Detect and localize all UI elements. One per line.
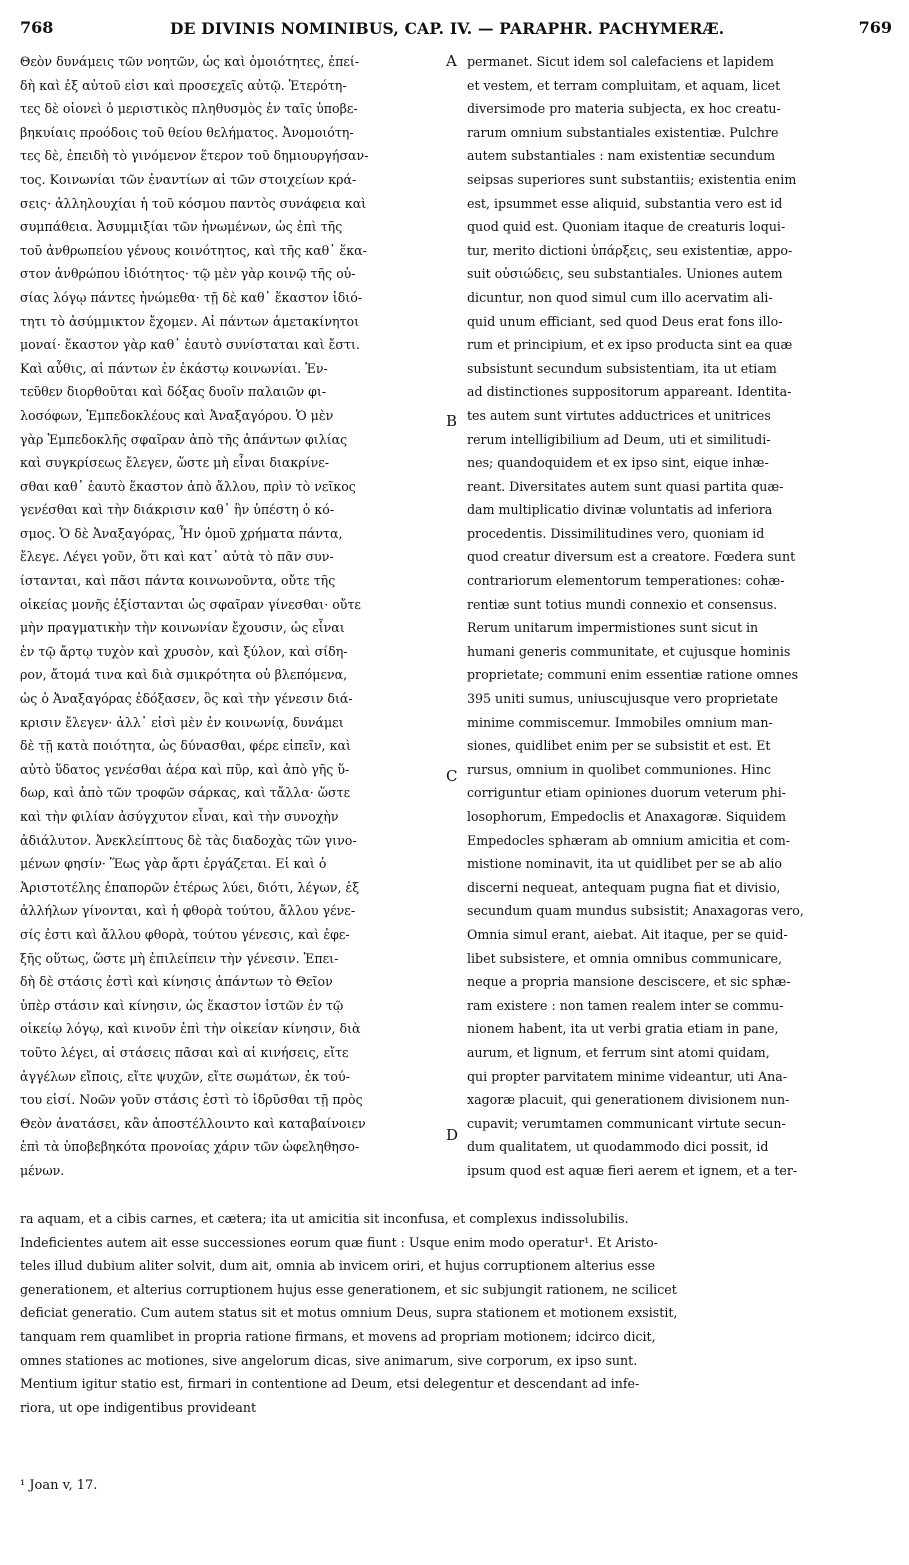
latin-text-line: corriguntur etiam opiniones duorum veterum phi- [467,785,787,801]
greek-text-line: ἀδιάλυτον. Ἀνεκλείπτους δὲ τὰς διαδοχὰς τῶν γινο- [20,832,357,848]
greek-text-line: ξῆς οὕτως, ὥστε μὴ ἐπιλείπειν τὴν γένεσιν. Ἐπει- [20,950,339,966]
wide-text-line: omnes stationes ac motiones, sive angelorum dicas, sive animarum, sive corporum, ex ipso sunt. [20,1352,638,1368]
latin-text-line: cupavit; verumtamen communicant virtute secun- [467,1115,786,1131]
latin-text-line: Omnia simul erant, aiebat. Ait itaque, per se quid- [467,926,788,942]
running-title: DE DIVINIS NOMINIBUS, CAP. IV. — PARAPHR. PACHYMERÆ. [170,19,725,38]
wide-text-line: riora, ut ope indigentibus provideant [20,1399,257,1415]
greek-text-line: συμπάθεια. Ἀσυμμιξίαι τῶν ἡνωμένων, ὡς ἐπὶ τῆς [20,219,343,235]
greek-text-line: ἔλεγε. Λέγει γοῦν, ὅτι καὶ κατ᾽ αὐτὰ τὸ πᾶν συν- [20,549,334,565]
latin-text-line: libet subsistere, et omnia omnibus communicare, [467,950,783,966]
greek-text-line: σεις· ἀλληλουχίαι ἡ τοῦ κόσμου παντὸς συνάφεια καὶ [20,195,367,211]
latin-text-line: rursus, omnium in quolibet communiones. Hinc [467,761,772,777]
greek-text-line: στον ἀνθρώπου ἰδιότητος· τῷ μὲν γὰρ κοινῷ τῆς οὐ- [20,266,356,282]
greek-text-line: σθαι καθ᾽ ἑαυτὸ ἕκαστον ἀπὸ ἄλλου, πρὶν τὸ νεῖκος [20,478,356,494]
latin-text-line: suit οὐσιώδεις, seu substantiales. Uniones autem [467,266,783,282]
wide-text-line: tanquam rem quamlibet in propria ratione firmans, et movens ad propriam motionem; idcirco dicit, [20,1328,656,1344]
footnote: ¹ Joan v, 17. [20,1478,98,1493]
greek-text-line: μοναί· ἕκαστον γὰρ καθ᾽ ἑαυτὸ συνίσταται καὶ ἔστι. [20,337,360,353]
latin-text-line: ipsum quod est aquæ fieri aerem et ignem, et a ter- [467,1162,798,1178]
latin-text-line: Empedocles sphæram ab omnium amicitia et com- [467,832,791,848]
latin-text-line: quod creatur diversum est a creatore. Fœdera sunt [467,549,796,565]
wide-text-line: Mentium igitur statio est, firmari in contentione ad Deum, etsi delegentur et descendant ad infe- [20,1376,640,1392]
greek-text-line: ὡς ὁ Ἀναξαγόρας ἐδόξασεν, ὃς καὶ τὴν γένεσιν διά- [20,691,353,707]
greek-text-line: ὑπὲρ στάσιν καὶ κίνησιν, ὡς ἕκαστον ἱστῶν ἐν τῷ [20,997,344,1013]
latin-text-line: diversimode pro materia subjecta, ex hoc creatu- [467,101,781,117]
greek-text-line: Θεὸν δυνάμεις τῶν νοητῶν, ὡς καὶ ὁμοιότητες, ἐπεί- [20,54,360,69]
latin-text-line: permanet. Sicut idem sol calefaciens et lapidem [467,54,774,69]
latin-text-line: dicuntur, non quod simul cum illo acervatim ali- [467,289,773,305]
greek-text-line: τεῦθεν διορθοῦται καὶ δόξας δυοῖν παλαιῶν φι- [20,384,327,400]
section-marker-b: B [446,412,458,430]
greek-text-line: αὐτὸ ὕδατος γενέσθαι ἀέρα καὶ πῦρ, καὶ ἀπὸ γῆς ὕ- [20,761,350,777]
latin-text-line: siones, quidlibet enim per se subsistit et est. Et [467,738,771,754]
greek-text-line: γενέσθαι καὶ τὴν διάκρισιν καθ᾽ ἣν ὑπέστη ὁ κό- [20,502,335,518]
greek-text-line: Θεὸν ἀνατάσει, κἂν ἀποστέλλοιντο καὶ καταβαίνοιεν [20,1115,366,1131]
greek-text-line: καὶ τὴν φιλίαν ἀσύγχυτον εἶναι, καὶ τὴν συνοχὴν [20,809,339,824]
greek-text-line: ἀγγέλων εἴποις, εἴτε ψυχῶν, εἴτε σωμάτων, ἐκ τού- [20,1068,350,1084]
page-number-left: 768 [20,18,54,37]
greek-text-line: τοῦτο λέγει, αἱ στάσεις πᾶσαι καὶ αἱ κινήσεις, εἴτε [20,1044,349,1060]
latin-text-line: Rerum unitarum impermistiones sunt sicut in [467,620,759,636]
latin-text-line: proprietate; communi enim essentiæ ratione omnes [467,667,799,683]
full-width-latin [20,1207,892,1419]
latin-text-line: autem substantiales : nam existentiæ secundum [467,148,776,164]
latin-column [467,50,892,1183]
greek-text-line: Καὶ αὖθις, αἱ πάντων ἐν ἑκάστῳ κοινωνίαι. Ἐν- [20,360,328,376]
greek-text-line: Ἀριστοτέλης ἐπαπορῶν ἑτέρως λύει, διότι, λέγων, ἐξ [20,879,360,895]
greek-text-line: ρον, ἄτομά τινα καὶ διὰ σμικρότητα οὐ βλεπόμενα, [20,667,348,683]
latin-text-line: ad distinctiones suppositorum appareant. Identita- [467,384,792,400]
latin-text-line: 395 uniti sumus, uniuscujusque vero proprietate [467,691,779,707]
latin-text-line: rerum intelligibilium ad Deum, uti et similitudi- [467,431,771,447]
latin-text-line: humani generis communitate, et cujusque hominis [467,643,791,659]
latin-text-line: aurum, et lignum, et ferrum sint atomi quidam, [467,1044,770,1060]
greek-text-line: δὴ δὲ στάσις ἐστὶ καὶ κίνησις ἁπάντων τὸ Θεῖον [20,974,333,990]
latin-text-line: xagoræ placuit, qui generationem divisionem nun- [467,1092,790,1108]
greek-text-line: τοῦ ἀνθρωπείου γένους κοινότητος, καὶ τῆς καθ᾽ ἕκα- [20,242,367,258]
latin-text-line: quod quid est. Quoniam itaque de creaturis loqui- [467,219,786,235]
greek-text-line: σμος. Ὁ δὲ Ἀναξαγόρας, Ἦν ὁμοῦ χρήματα πάντα, [20,525,343,541]
wide-text-line: generationem, et alterius corruptionem hujus esse generationem, et sic subjungit rationem, ne scilicet [20,1281,677,1297]
latin-text-line: procedentis. Dissimilitudines vero, quoniam id [467,525,765,541]
greek-text-line: μὴν πραγματικὴν τὴν κοινωνίαν ἔχουσιν, ὡς εἶναι [20,620,345,636]
latin-text-line: qui propter parvitatem minime videantur, uti Ana- [467,1068,787,1084]
latin-text-line: rentiæ sunt totius mundi connexio et consensus. [467,596,778,612]
latin-text-line: subsistunt secundum subsistentiam, ita ut etiam [467,360,777,376]
greek-text-line: δὴ καὶ ἐξ αὐτοῦ εἰσι καὶ προσεχεῖς αὐτῷ. Ἑτερότη- [20,77,347,93]
latin-text-line: est, ipsummet esse aliquid, substantia vero est id [467,195,783,211]
latin-text-line: et vestem, et terram compluitam, et aquam, licet [467,77,781,93]
greek-text-line: οἰκείῳ λόγῳ, καὶ κινοῦν ἐπὶ τὴν οἰκείαν κίνησιν, διὰ [20,1021,361,1037]
latin-text-line: nes; quandoquidem et ex ipso sint, eique inhæ- [467,455,769,471]
greek-text-line: ίστανται, καὶ πᾶσι πάντα κοινωνοῦντα, οὔτε τῆς [20,573,336,589]
greek-text-line: δωρ, καὶ ἀπὸ τῶν τροφῶν σάρκας, καὶ τἄλλα· ὥστε [20,785,351,801]
greek-text-line: τητι τὸ ἀσύμμικτον ἔχομεν. Αἱ πάντων ἀμετακίνητοι [20,313,360,329]
greek-text-line: τες δὲ οἱονεὶ ὁ μεριστικὸς πληθυσμὸς ἐν ταῖς ὑποβε- [20,101,358,117]
greek-text-line: ἐπὶ τὰ ὑποβεβηκότα προνοίας χάριν τῶν ὠφεληθησο- [20,1139,360,1155]
latin-text-line: secundum quam mundus subsistit; Anaxagoras vero, [467,903,804,919]
greek-text-line: λοσόφων, Ἐμπεδοκλέους καὶ Ἀναξαγόρου. Ὁ μὲν [20,407,334,423]
greek-text-line: κρισιν ἔλεγεν· ἀλλ᾽ εἰσὶ μὲν ἐν κοινωνίᾳ, δυνάμει [20,714,344,730]
latin-text-line: seipsas superiores sunt substantiis; existentia enim [467,171,797,187]
greek-text-line: οἰκείας μονῆς ἐξίστανται ὡς σφαῖραν γίνεσθαι· οὔτε [20,596,361,612]
wide-text-line: deficiat generatio. Cum autem status sit et motus omnium Deus, supra stationem et motionem exsistit, [20,1305,678,1321]
wide-text-line: ra aquam, et a cibis carnes, et cætera; ita ut amicitia sit inconfusa, et complexus indissolubilis. [20,1211,629,1226]
latin-text-line: reant. Diversitates autem sunt quasi partita quæ- [467,478,784,494]
greek-text-line: μένων. [20,1162,65,1178]
greek-text-line: γὰρ Ἐμπεδοκλῆς σφαῖραν ἀπὸ τῆς ἁπάντων φιλίας [20,431,348,447]
page-number-right: 769 [858,18,892,37]
latin-text-line: nionem habent, ita ut verbi gratia etiam in pane, [467,1021,779,1037]
latin-text-line: quid unum efficiant, sed quod Deus erat fons illo- [467,313,783,329]
greek-text-line: δὲ τῇ κατὰ ποιότητα, ὡς δύνασθαι, φέρε εἰπεῖν, καὶ [20,738,351,754]
greek-text-line: τος. Κοινωνίαι τῶν ἐναντίων αἱ τῶν στοιχείων κρά- [20,171,357,187]
latin-text-line: discerni nequeat, antequam pugna fiat et divisio, [467,879,781,895]
greek-text-line: σίς ἐστι καὶ ἄλλου φθορὰ, τούτου γένεσις, καὶ ἐφε- [20,926,350,942]
latin-text-line: rarum omnium substantiales existentiæ. Pulchre [467,124,779,140]
latin-text-line: contrariorum elementorum temperationes: cohæ- [467,573,785,589]
latin-text-line: mistione nominavit, ita ut quidlibet per se ab alio [467,856,783,872]
latin-text-line: rum et principium, et ex ipso producta sint ea quæ [467,337,793,353]
section-marker-a: A [446,52,457,70]
greek-text-line: μένων φησίν· Ἕως γὰρ ἄρτι ἐργάζεται. Εἰ καὶ ὁ [20,856,327,872]
wide-text-line: Indeficientes autem ait esse successiones eorum quæ fiunt : Usque enim modo operatur¹. Et Aristo- [20,1234,658,1250]
latin-text-line: tur, merito dictioni ὑπάρξεις, seu existentiæ, appo- [467,242,793,258]
greek-text-line: ἀλλήλων γίνονται, καὶ ἡ φθορὰ τούτου, ἄλλου γένε- [20,903,356,919]
greek-text-line: τες δὲ, ἐπειδὴ τὸ γινόμενον ἕτερον τοῦ δημιουργήσαν- [20,148,369,164]
wide-text-line: teles illud dubium aliter solvit, dum ait, omnia ab invicem oriri, et hujus corruptionem alterius esse [20,1258,656,1274]
section-marker-c: C [446,767,458,785]
section-marker-d: D [446,1126,459,1144]
latin-text-line: dum qualitatem, ut quodammodo dici possit, id [467,1139,769,1155]
greek-text-line: βηκυίαις προόδοις τοῦ θείου θελήματος. Ἀνομοιότη- [20,124,354,140]
greek-text-line: του εἰσί. Νοῶν γοῦν στάσις ἐστὶ τὸ ἱδρῦσθαι τῇ πρὸς [20,1092,363,1108]
greek-column [20,50,445,1183]
greek-text-line: σίας λόγῳ πάντες ἡνώμεθα· τῇ δὲ καθ᾽ ἕκαστον ἰδιό- [20,289,363,305]
greek-text-line: ἐν τῷ ἄρτῳ τυχὸν καὶ χρυσὸν, καὶ ξύλον, καὶ σίδη- [20,643,348,659]
latin-text-line: losophorum, Empedoclis et Anaxagoræ. Siquidem [467,809,787,824]
page-header [20,18,892,44]
latin-text-line: ram existere : non tamen realem inter se commu- [467,997,784,1013]
latin-text-line: minime commiscemur. Immobiles omnium man- [467,714,773,730]
latin-text-line: dam multiplicatio divinæ voluntatis ad inferiora [467,502,773,518]
latin-text-line: tes autem sunt virtutes adductrices et unitrices [467,407,771,423]
greek-text-line: καὶ συγκρίσεως ἔλεγεν, ὥστε μὴ εἶναι διακρίνε- [20,455,330,471]
latin-text-line: neque a propria mansione desciscere, et sic sphæ- [467,974,791,990]
